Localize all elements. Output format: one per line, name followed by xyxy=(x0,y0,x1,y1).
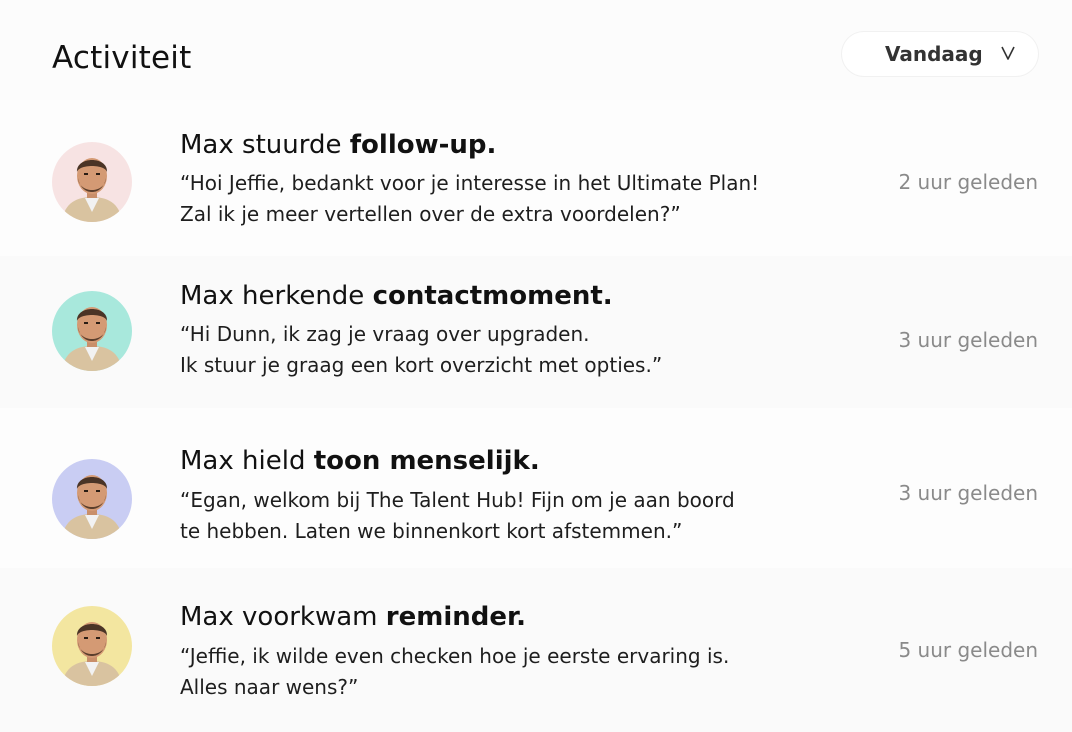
person-avatar-icon xyxy=(52,459,132,539)
person-avatar-icon xyxy=(52,291,132,371)
activity-item[interactable] xyxy=(0,256,1072,408)
activity-message: “Hi Dunn, ik zag je vraag over upgraden. Ik stuur je graag een kort overzicht met opties.” xyxy=(180,322,663,377)
activity-message: “Egan, welkom bij The Talent Hub! Fijn om je aan boord te hebben. Laten we binnenkort kort afstemmen.” xyxy=(180,488,735,543)
activity-timestamp: 3 uur geleden xyxy=(898,481,1038,505)
activity-message: “Jeffie, ik wilde even checken hoe je eerste ervaring is. Alles naar wens?” xyxy=(180,644,730,699)
activity-item[interactable] xyxy=(0,100,1072,256)
activity-timestamp: 3 uur geleden xyxy=(898,328,1038,352)
activity-timestamp: 2 uur geleden xyxy=(898,170,1038,194)
activity-headline: Max hield toon menselijk. xyxy=(180,446,540,476)
date-filter-dropdown[interactable] xyxy=(842,32,1038,76)
activity-type: follow-up. xyxy=(349,130,497,160)
activity-headline: Max voorkwam reminder. xyxy=(180,602,526,632)
activity-timestamp: 5 uur geleden xyxy=(898,638,1038,662)
activity-type: toon menselijk. xyxy=(313,446,540,476)
avatar xyxy=(52,606,132,686)
activity-type: reminder. xyxy=(385,602,526,632)
person-avatar-icon xyxy=(52,142,132,222)
avatar xyxy=(52,142,132,222)
activity-headline: Max herkende contactmoment. xyxy=(180,281,613,311)
activity-message: “Hoi Jeffie, bedankt voor je interesse in het Ultimate Plan! Zal ik je meer vertellen over de extra voordelen?” xyxy=(180,171,760,226)
activity-item[interactable] xyxy=(0,568,1072,732)
page-title: Activiteit xyxy=(52,40,192,76)
activity-item[interactable] xyxy=(0,408,1072,568)
chevron-down-icon xyxy=(1000,44,1016,62)
person-avatar-icon xyxy=(52,606,132,686)
date-filter-label: Vandaag xyxy=(885,42,983,66)
avatar xyxy=(52,459,132,539)
avatar xyxy=(52,291,132,371)
activity-headline: Max stuurde follow-up. xyxy=(180,130,497,160)
activity-type: contactmoment. xyxy=(372,281,613,311)
